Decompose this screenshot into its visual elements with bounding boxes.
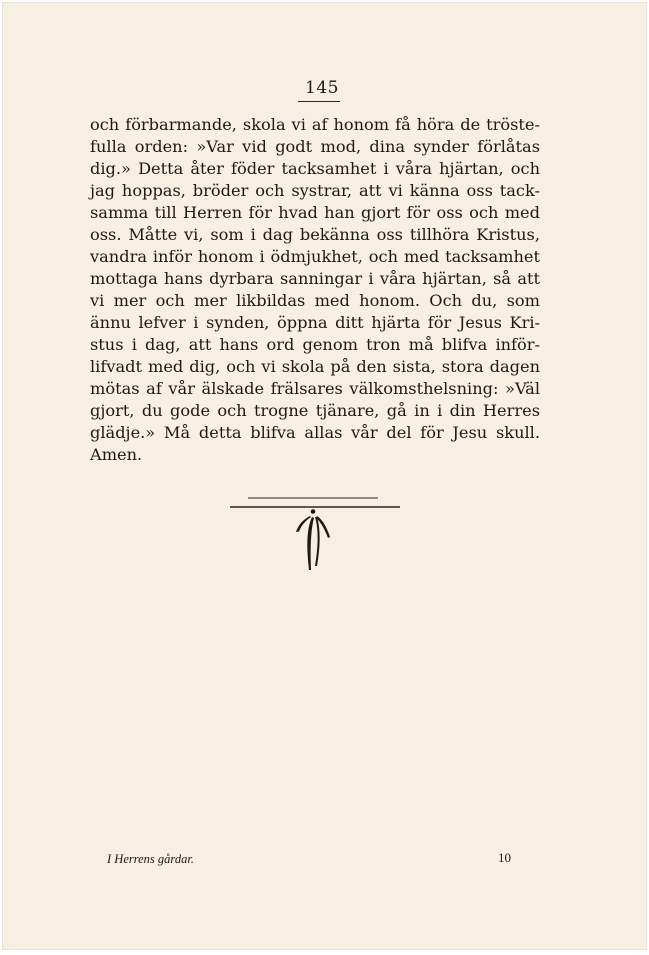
footer-title: I Herrens gårdar.	[107, 852, 194, 866]
text-line: fulla orden: »Var vid godt mod, dina synder förlåtas	[90, 137, 540, 156]
text-line: glädje.» Må detta blifva allas vår del för Jesu skull.	[90, 423, 540, 442]
text-line: gjort, du gode och trogne tjänare, gå in i din Herres	[90, 401, 540, 420]
text-line: vi mer och mer likbildas med honom. Och du, som	[90, 291, 540, 310]
text-line: mötas af vår älskade frälsares välkomsthelsning: »Väl	[90, 379, 540, 398]
text-line: mottaga hans dyrbara sanningar i våra hjärtan, så att	[90, 269, 540, 288]
text-line: dig.» Detta åter föder tacksamhet i våra hjärtan, och	[90, 159, 540, 178]
page-number: 145	[305, 78, 339, 98]
signature-mark: 10	[498, 850, 511, 865]
page-number-rule	[298, 101, 340, 102]
text-line: ännu lefver i synden, öppna ditt hjärta för Jesus Kri-	[90, 313, 540, 332]
book-page	[2, 2, 647, 950]
text-line: samma till Herren för hvad han gjort för oss och med	[90, 203, 540, 222]
text-line: jag hoppas, bröder och systrar, att vi känna oss tack-	[90, 181, 540, 200]
body-text	[90, 114, 540, 466]
text-line-last: Amen.	[90, 445, 143, 464]
text-line: lifvadt med dig, och vi skola på den sista, stora dagen	[90, 357, 540, 376]
text-line: vandra inför honom i ödmjukhet, och med tacksamhet	[90, 247, 540, 266]
ornament-divider-icon	[230, 496, 400, 574]
text-line: och förbarmande, skola vi af honom få höra de tröste-	[90, 115, 540, 134]
text-line: stus i dag, att hans ord genom tron må blifva inför-	[90, 335, 540, 354]
text-line: oss. Måtte vi, som i dag bekänna oss tillhöra Kristus,	[90, 225, 540, 244]
